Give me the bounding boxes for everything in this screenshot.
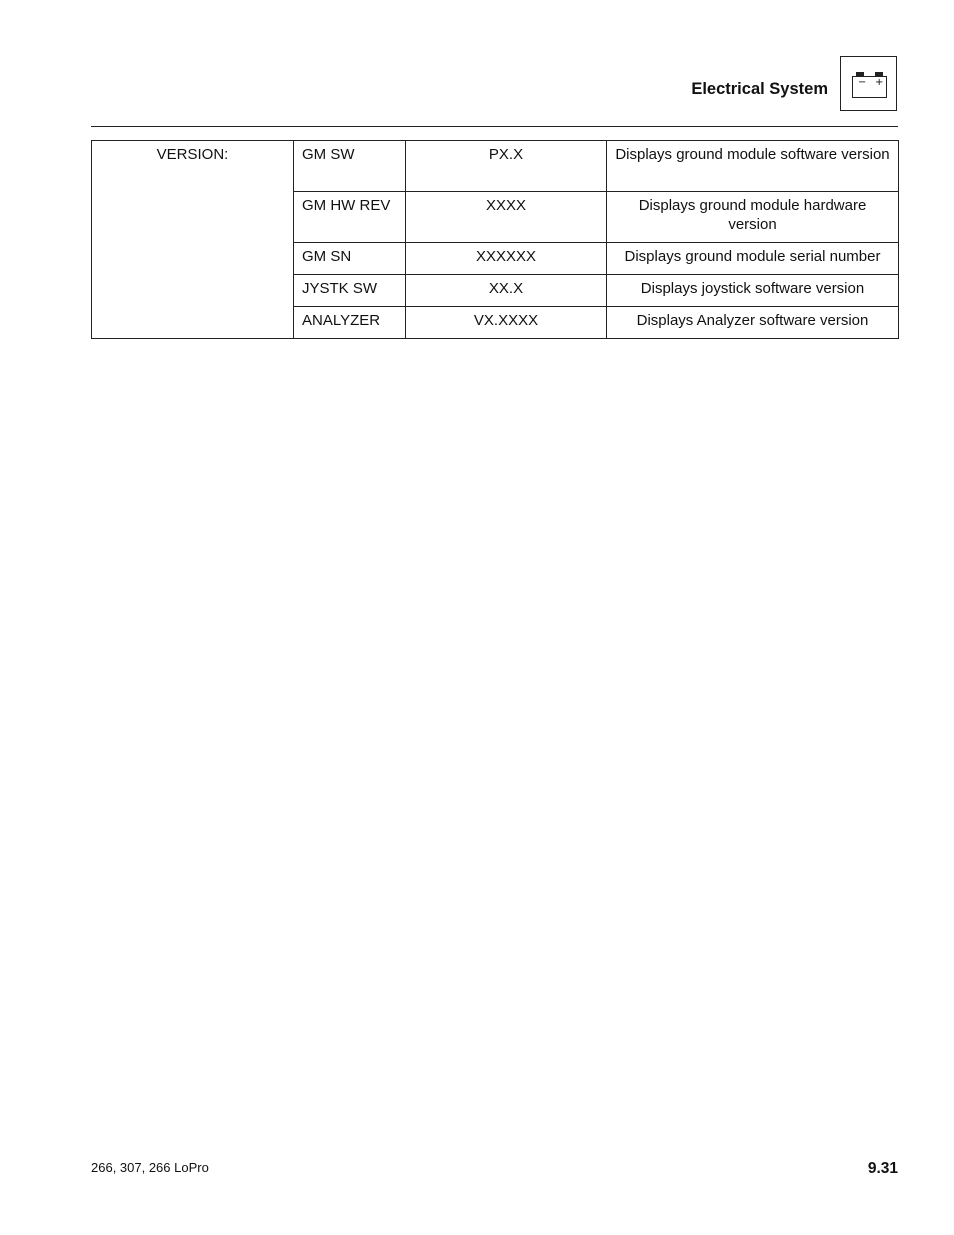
plus-sign: + (875, 77, 884, 88)
description-cell: Displays ground module software version (607, 141, 899, 192)
value-cell: PX.X (406, 141, 607, 192)
group-label: VERSION: (92, 141, 294, 339)
table-row (92, 141, 899, 192)
section-title: Electrical System (691, 80, 828, 98)
value-cell: XXXX (406, 192, 607, 243)
description-cell: Displays ground module hardware version (607, 192, 899, 243)
parameter-cell: ANALYZER (294, 307, 406, 339)
footer-models: 266, 307, 266 LoPro (91, 1160, 209, 1175)
parameter-cell: JYSTK SW (294, 275, 406, 307)
value-cell: XXXXXX (406, 243, 607, 275)
header-divider (91, 126, 898, 127)
description-cell: Displays joystick software version (607, 275, 899, 307)
page-number: 9.31 (867, 1160, 898, 1177)
minus-sign: − (858, 77, 867, 88)
value-cell: XX.X (406, 275, 607, 307)
value-cell: VX.XXXX (406, 307, 607, 339)
battery-icon (840, 56, 897, 111)
description-cell: Displays ground module serial number (607, 243, 899, 275)
description-cell: Displays Analyzer software version (607, 307, 899, 339)
parameter-cell: GM SW (294, 141, 406, 192)
parameter-cell: GM HW REV (294, 192, 406, 243)
version-table (91, 140, 899, 339)
parameter-cell: GM SN (294, 243, 406, 275)
battery-body (852, 76, 887, 98)
